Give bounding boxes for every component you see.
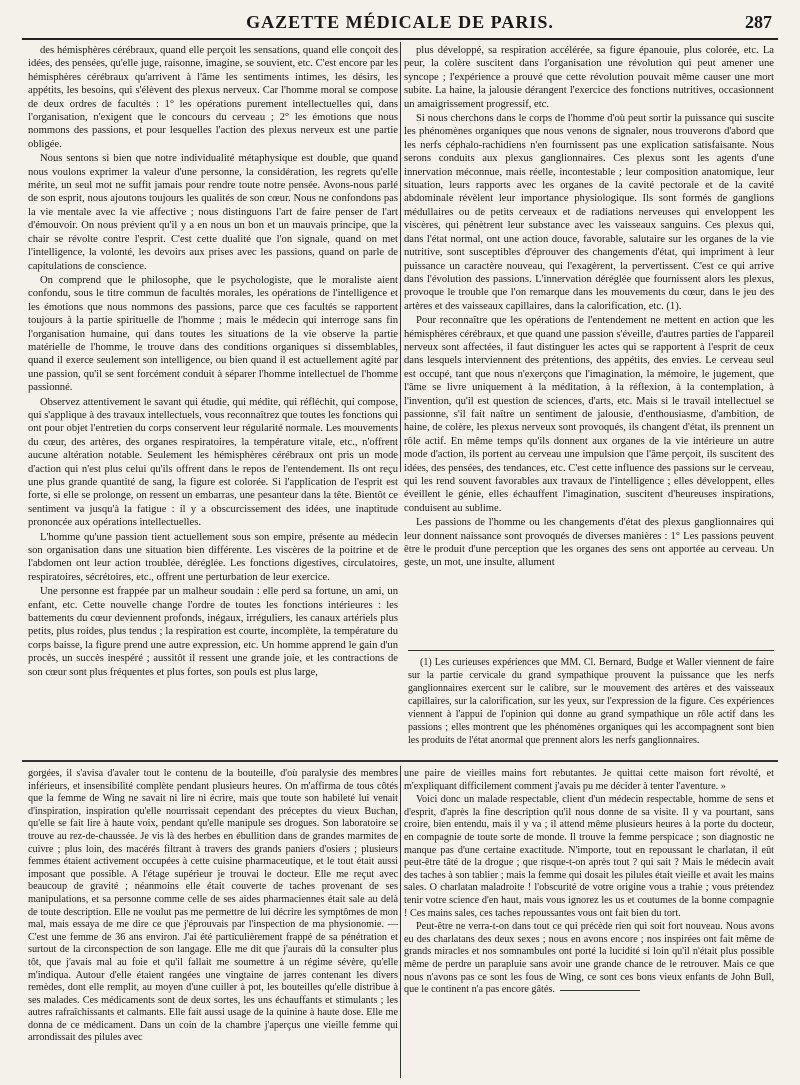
footnote — [408, 656, 774, 756]
article-end-rule — [560, 990, 640, 991]
paragraph: Observez attentivement le savant qui étudie, qui médite, qui réfléchit, qui compose, qui s'applique à des travaux intellectuels, vous reconnaîtrez que toutes les fonctions qui ont pour objet l'entretien du corps conservent leur régularité normale. Les mouvements du cœur, des artères, des organes respiratoires, la température vitale, etc., n'offrent aucune altération notable. Seulement les hémisphères cérébraux ont pris un mode d'action qui n'est plus celui qu'ils offrent dans le repos de l'entendement. Ils ont reçu une plus grande quantité de sang, la figure est colorée. Si l'application de l'esprit est forte, si elle se prolonge, on ressent un embarras, une pesanteur dans la tête. Bientôt ce sentiment va jusqu'à la fatigue : il y a obscurcissement des idées, une inaptitude prononcée aux opérations intellectuelles. — [28, 396, 398, 529]
column-left-upper — [28, 44, 398, 678]
paragraph: Les passions de l'homme ou les changements d'état des plexus ganglionnaires qui leur donnent naissance sont provoqués de diverses manières : 1° Les passions peuvent être le produit d'une perception que les organes des sens ont apportée au cerveau. Un geste, un mot, une insulte, allument — [404, 517, 774, 569]
page-header — [22, 8, 778, 40]
page-number: 287 — [745, 12, 772, 32]
paragraph: des hémisphères cérébraux, quand elle perçoit les sensations, quand elle conçoit des idées, des pensées, qu'elle juge, raisonne, imagine, se souvient, etc. C'est encore par les hémisphères cérébraux qu'arrivent à l'âme les sentiments intimes, les désirs, les appétits, les besoins, qui s'élèvent des plexus nerveux. Car l'homme moral se compose de deux ordres de facultés : 1° les opérations purement intellectuelles qui, dans l'organisation, n'exigent que le concours du cerveau ; 2° les émotions que nous nommons des passions, et pour lesquelles l'action des plexus nerveux est une partie obligée. — [28, 45, 398, 150]
paragraph: Nous sentons si bien que notre individualité métaphysique est double, que quand nous voulons exprimer la valeur d'une personne, la considération, les regrets qu'elle mérite, un seul mot ne suffit jamais pour rendre toute notre pensée. Avons-nous parlé de son esprit, nous ajoutons toujours les qualités de son cœur. Nous ne confondons pas la vie mentale avec la vie affective ; nous distinguons l'art de faire penser de l'art d'émouvoir. On nous prévient qu'il y a en nous un bon et un mauvais principe, que la chair se révolte contre l'esprit. C'est cette dualité que l'on signale, quand on met l'intelligence, la volonté, les devoirs aux prises avec les passions, quand on parle de capitulations de conscience. — [28, 153, 398, 272]
paragraph: L'homme qu'une passion tient actuellement sous son empire, présente au médecin son organisation dans une situation bien différente. Les viscères de la poitrine et de l'abdomen ont leur action troublée, déréglée. Les fonctions digestives, circulatoires, respiratoires, sécrétoires, etc., offrent une perturbation de leur exercice. — [28, 531, 398, 583]
section-divider — [22, 760, 778, 762]
paragraph: On comprend que le philosophe, que le psychologiste, que le moraliste aient confondu, sous le titre commun de facultés morales, les opérations de l'intelligence et les émotions que nous nommons des passions, parce que ces facultés se rapportent toujours à la partie spirituelle de l'homme ; mais le médecin qui interroge sans fin l'organisation humaine, qui dans toutes les situations de la vie observe la partie matérielle de l'homme, le trouve dans des conditions organiques si dissemblables, quand il exerce seulement son intelligence, ou bien quand il est actuellement agité par une passion, qu'il se sent forcément conduit à séparer l'homme intellectuel de l'homme passionné. — [28, 274, 398, 394]
paragraph: une paire de vieilles mains fort rebutantes. Je quittai cette maison fort révolté, et m'expliquant difficilement comment j'avais pu me décider à tenter l'aventure. » — [404, 768, 774, 792]
paragraph: Si nous cherchons dans le corps de l'homme d'où peut sortir la puissance qui suscite les phénomènes organiques que nous venons de signaler, nous trouverons d'abord que les nerfs céphalo-rachidiens n'en fournissent pas une explication satisfaisante. Nous serons conduits aux plexus ganglionnaires. Ces plexus sont les agents d'une innervation méconnue, mais réelle, incontestable ; leur composition anatomique, leur situation, leurs rapports avec les organes de la cavité pectorale et de la cavité abdominale révèlent leur importance physiologique. Ils sont formés de ganglions médullaires ou de petits cerveaux et de radiations nerveuses qui enveloppent les viscères, qui pénètrent leur substance avec les vaisseaux sanguins. Ces plexus qui, dans l'état normal, ont une action douce, favorable, salutaire sur les organes de la vie nutritive, sont susceptibles d'éprouver des changements d'état, qui impriment à leur puissance un caractère nouveau, qui l'exagèrent, la pervertissent. C'est ce qui arrive dans l'évolution des passions. L'innervation déréglée que fournissent alors les plexus, provoque le trouble que l'on remarque dans les mouvements du cœur, dans le jeu des artères et des vaisseaux capillaires, dans la calorification, etc. (1). — [404, 113, 774, 312]
journal-title: GAZETTE MÉDICALE DE PARIS. — [246, 12, 554, 32]
footnote-divider — [408, 650, 774, 651]
column-right-upper — [404, 44, 774, 624]
column-right-lower — [404, 768, 774, 996]
paragraph: plus développé, sa respiration accélérée, sa figure épanouie, plus colorée, etc. La peur, la colère suscitent dans l'organisation une révolution qui peut amener une syncope ; l'expérience a prouvé que cette révolution pouvait même causer une mort subite. La haine, la jalousie dérangent l'exercice des fonctions nutritives, occasionnent un amaigrissement progressif, etc. — [404, 45, 774, 110]
footnote-text: (1) Les curieuses expériences que MM. Cl. Bernard, Budge et Waller viennent de faire sur la partie cervicale du grand sympathique prouvent la puissance que les nerfs ganglionnaires exercent sur le calibre, sur le mouvement des artères et des vaisseaux capillaires, sur la calorification, sur les yeux, sur l'expression de la figure. Ces expériences viennent à l'appui de l'opinion qui donne au grand sympathique un rôle actif dans les passions ; elles montrent que les phénomènes organiques qui les accompagnent sont bien les produits de l'état anormal que prennent alors les nerfs ganglionnaires. — [408, 657, 774, 746]
paragraph: Une personne est frappée par un malheur soudain : elle perd sa fortune, un ami, un enfant, etc. Cette nouvelle change l'ordre de toutes les fonctions intérieures : les battements du cœur deviennent profonds, inégaux, irréguliers, les canaux artériels plus petits, plus roides, plus tendus ; la respiration est courte, incomplète, la température du corps baisse, la figure prend une autre expression, etc. Un homme apprend le gain d'un procès, un succès inespéré ; aussitôt il ressent une grande joie, et les contractions de son cœur sont plus fréquentes et plus fortes, son pouls est plus large, — [28, 586, 398, 678]
paragraph: Pour reconnaître que les opérations de l'entendement ne mettent en action que les hémisphères cérébraux, et que quand une passion s'éveille, d'autres parties de l'appareil nerveux sont affectées, il faut distinguer les actes qui se rapportent à l'esprit de ceux dans lesquels interviennent des prétentions, des appétits, des envies. Le cerveau seul est occupé, tant que nous n'exerçons que l'imagination, la mémoire, le jugement, que l'âme se livre uniquement à la méditation, à la réflexion, à la contemplation, à l'invention, qu'il est question de sciences, d'arts, etc. Mais si le travail intellectuel se passionne, s'il fait naître un sentiment de jalousie, d'enthousiasme, d'ambition, de haine, de colère, les plexus nerveux sont provoqués, ils changent d'état, ils prennent un rôle actif. En même temps qu'ils donnent aux organes de la vie intérieure un autre mode d'action, ils portent au cerveau une impulsion que l'âme perçoit, ils suscitent des idées, des pensées, des tendances, etc. C'est cette influence des passions sur le cerveau, qui les rend souvent favorables aux travaux de l'intelligence ; elles développent, elles éveillent le génie, elles échauffent l'imagination, suscitent d'heureuses inspirations, conduisent au sublime. — [404, 315, 774, 514]
column-divider — [400, 42, 401, 472]
paragraph: gorgées, il s'avisa d'avaler tout le contenu de la bouteille, d'où paralysie des membres inférieurs, et insensibilité complète pendant plusieurs heures. On m'affirma de tous côtés que la femme de Wing ne savait ni lire ni écrire, mais que toute son habileté lui venait d'inspiration, inspiration qu'elle nourrissait cependant des préceptes du vieux Buchan, qu'elle se fait lire à haute voix, pendant qu'elle manipule ses drogues. Son laboratoire se trouve au rez-de-chaussée. Je vis là des herbes en ébullition dans de grandes marmites de cuivre ; plus loin, des macérés filtrant à travers des grands paniers d'osiers ; plusieurs femmes étaient activement occupées à cette cuisine pharmaceutique, et le tout était aussi imposant que possible. A l'étage supérieur je trouvai le docteur. Elle me reçut avec beaucoup de gravité ; néanmoins elle était couverte de taches provenant de ses manipulations, et sa personne comme celle de ses aides pharmaciennes était sale au delà de toute description. Elle ne voulut pas me permettre de lui décrire les symptômes de mon mal, mais essaya de me dire ce que j'éprouvais par l'inspection de ma physionomie. — C'est une femme de 36 ans environ. J'ai été particulièrement frappé de sa pénétration et surtout de la circonspection de son langage. Elle me dit que j'aurais dû la consulter plus tôt, que j'avais mal au foie et qu'il fallait me soumettre à un régime sévère, qu'elle m'indiqua. Autour d'elle étaient rangées une vingtaine de jarres contenant les divers remèdes, dont elle remplit, au moyen d'une cuiller à pot, les bouteilles qu'elle distribue à ses malades. Ces médicaments sont de deux sortes, les uns échauffants et stimulants ; les autres rafraîchissants et calmants. Elle fait aussi usage de la quinine à haute dose. Elle me donna de ce médicament. Dans un coin de la chambre j'aperçus une vieille femme qui arrondissait des pilules avec — [28, 768, 398, 1044]
paragraph: Peut-être ne verra-t-on dans tout ce qui précède rien qui soit fort nouveau. Nous avons eu des charlatans des deux sexes ; nous en avons encore ; nos inspirées ont fait même de grands miracles et nos somnambules ont porté la lucidité si loin qu'il n'était plus possible même de perdre un parapluie sans avoir une grande chance de le retrouver. Mais ce que nous n'avons pas ce sont les fous de Wing, ce sont ces bons vieux enfants de John Bull, que le continent n'a pas encore gâtés. — [404, 921, 774, 996]
column-left-lower — [28, 768, 398, 1078]
column-divider-lower — [400, 766, 401, 1078]
paragraph: Voici donc un malade respectable, client d'un médecin respectable, homme de sens et d'esprit, d'après la fine description qu'il nous donne de sa visite. Il y va pourtant, sans croire, bien entendu, mais il y va ; il attend même plusieurs heures à la porte du docteur, en compagnie de toute sorte de monde. Il trouve la femme perspicace ; son diagnostic ne manque pas d'une certaine exactitude. N'importe, tout en repoussant le charlatan, il eût peut-être tâté de la drogue ; que risque-t-on après tout ? qui sait ? Mais le médecin avait des taches à son tablier ; mais la femme qui dosait les pilules était vieille et avait les mains sales. O charlatan maladroite ! l'obscurité de votre origine vous a trahie ; vous prétendez tenir votre science d'en haut, mais vous ignorez les us et coutumes de la bonne compagnie ! Ces mains sales, ces taches repoussantes vous ont fait bien du tort. — [404, 794, 774, 919]
